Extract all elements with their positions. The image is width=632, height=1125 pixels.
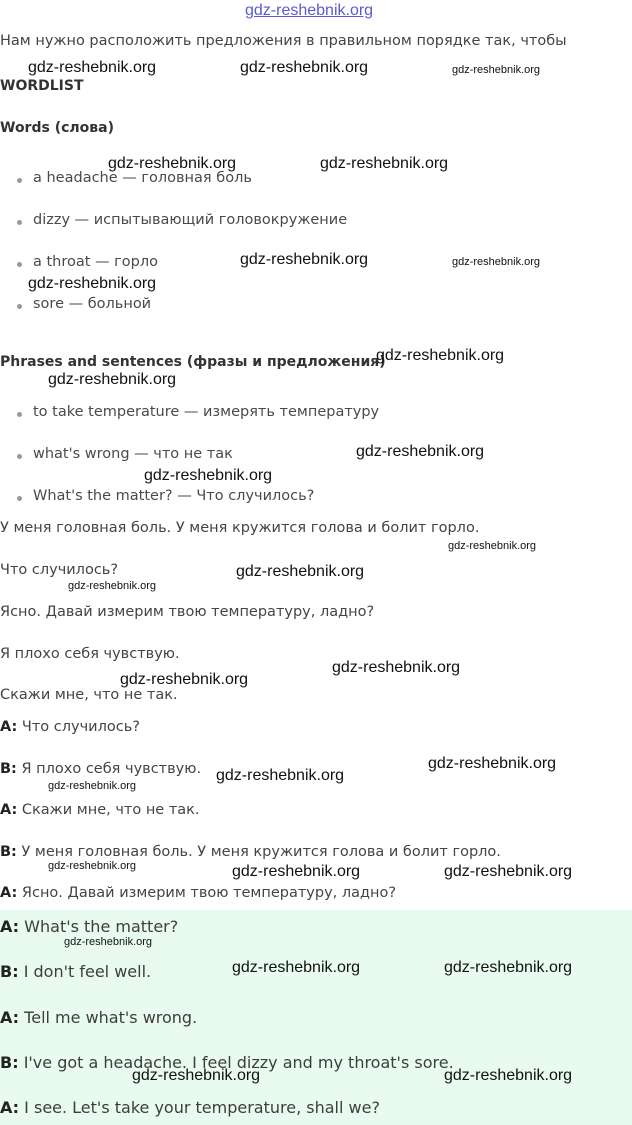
watermark: gdz-reshebnik.org (240, 59, 369, 76)
word-item: dizzy — испытывающий головокружение (33, 212, 348, 228)
watermark: gdz-reshebnik.org (108, 155, 237, 172)
watermark: gdz-reshebnik.org (68, 580, 157, 592)
line-text: Я плохо себя чувствую. (21, 761, 202, 777)
words-heading: Words (слова) (0, 120, 114, 136)
dialogue-line-ru (0, 802, 200, 818)
dialogue-line-ru (0, 844, 501, 860)
dialogue-line-ru (0, 761, 201, 777)
watermark: gdz-reshebnik.org (444, 959, 573, 976)
word-item: a headache — головная боль (33, 170, 252, 186)
dialogue-line-en (0, 962, 151, 981)
watermark: gdz-reshebnik.org (144, 467, 273, 484)
intro-text: Нам нужно расположить предложения в правильном порядке так, чтобы (0, 33, 567, 49)
watermark: gdz-reshebnik.org (236, 563, 365, 580)
watermark: gdz-reshebnik.org (320, 155, 449, 172)
watermark: gdz-reshebnik.org (48, 860, 137, 872)
shuffled-sentence: У меня головная боль. У меня кружится голова и болит горло. (0, 520, 480, 536)
word-item: a throat — горло (33, 254, 159, 270)
speaker-label: A: (0, 917, 20, 936)
shuffled-sentence: Я плохо себя чувствую. (0, 646, 180, 662)
shuffled-sentence: Скажи мне, что не так. (0, 687, 178, 703)
bullet (17, 412, 22, 417)
shuffled-sentence: Что случилось? (0, 562, 119, 578)
watermark: gdz-reshebnik.org (64, 936, 153, 948)
watermark: gdz-reshebnik.org (232, 959, 361, 976)
speaker-label: A: (0, 1098, 20, 1117)
shuffled-sentence: Ясно. Давай измерим твою температуру, ладно? (0, 604, 375, 620)
bullet (17, 178, 22, 183)
watermark: gdz-reshebnik.org (448, 540, 537, 552)
watermark: gdz-reshebnik.org (48, 371, 177, 388)
dialogue-line-ru (0, 885, 396, 901)
bullet (17, 262, 22, 267)
dialogue-line-en (0, 1098, 380, 1117)
watermark: gdz-reshebnik.org (452, 256, 541, 268)
wordlist-heading: WORDLIST (0, 78, 84, 94)
header-watermark-link[interactable]: gdz-reshebnik.org (245, 2, 374, 19)
watermark: gdz-reshebnik.org (132, 1067, 261, 1084)
watermark: gdz-reshebnik.org (428, 755, 557, 772)
bullet (17, 454, 22, 459)
watermark: gdz-reshebnik.org (28, 59, 157, 76)
watermark: gdz-reshebnik.org (120, 671, 249, 688)
watermark: gdz-reshebnik.org (332, 659, 461, 676)
word-item: sore — больной (33, 296, 152, 312)
line-text: I see. Let's take your temperature, shall we? (24, 1098, 380, 1117)
phrase-item: what's wrong — что не так (33, 446, 233, 462)
watermark: gdz-reshebnik.org (232, 863, 361, 880)
phrase-item: to take temperature — измерять температуру (33, 404, 380, 420)
watermark: gdz-reshebnik.org (28, 275, 157, 292)
bullet (17, 220, 22, 225)
line-text: Скажи мне, что не так. (21, 802, 200, 818)
phrase-item: What's the matter? — Что случилось? (33, 488, 315, 504)
line-text: Ясно. Давай измерим твою температуру, ладно? (21, 885, 397, 901)
phrases-heading: Phrases and sentences (фразы и предложения) (0, 354, 386, 370)
watermark: gdz-reshebnik.org (240, 251, 369, 268)
watermark: gdz-reshebnik.org (444, 863, 573, 880)
line-text: I don't feel well. (23, 962, 152, 981)
line-text: Что случилось? (21, 719, 140, 735)
speaker-label: B: (0, 1053, 19, 1072)
bullet (17, 304, 22, 309)
speaker-label: B: (0, 962, 19, 981)
speaker-label: A: (0, 885, 18, 901)
bullet (17, 496, 22, 501)
line-text: I've got a headache. I feel dizzy and my throat's sore. (23, 1053, 454, 1072)
watermark: gdz-reshebnik.org (452, 64, 541, 76)
watermark: gdz-reshebnik.org (356, 443, 485, 460)
dialogue-line-en (0, 1008, 197, 1027)
line-text: What's the matter? (24, 917, 179, 936)
speaker-label: B: (0, 761, 17, 777)
speaker-label: A: (0, 1008, 20, 1027)
watermark: gdz-reshebnik.org (376, 347, 505, 364)
dialogue-line-en (0, 917, 178, 936)
watermark: gdz-reshebnik.org (216, 767, 345, 784)
watermark: gdz-reshebnik.org (444, 1067, 573, 1084)
speaker-label: B: (0, 844, 17, 860)
speaker-label: A: (0, 719, 18, 735)
speaker-label: A: (0, 802, 18, 818)
watermark: gdz-reshebnik.org (48, 780, 137, 792)
line-text: У меня головная боль. У меня кружится голова и болит горло. (21, 844, 501, 860)
dialogue-line-ru (0, 719, 140, 735)
line-text: Tell me what's wrong. (24, 1008, 198, 1027)
